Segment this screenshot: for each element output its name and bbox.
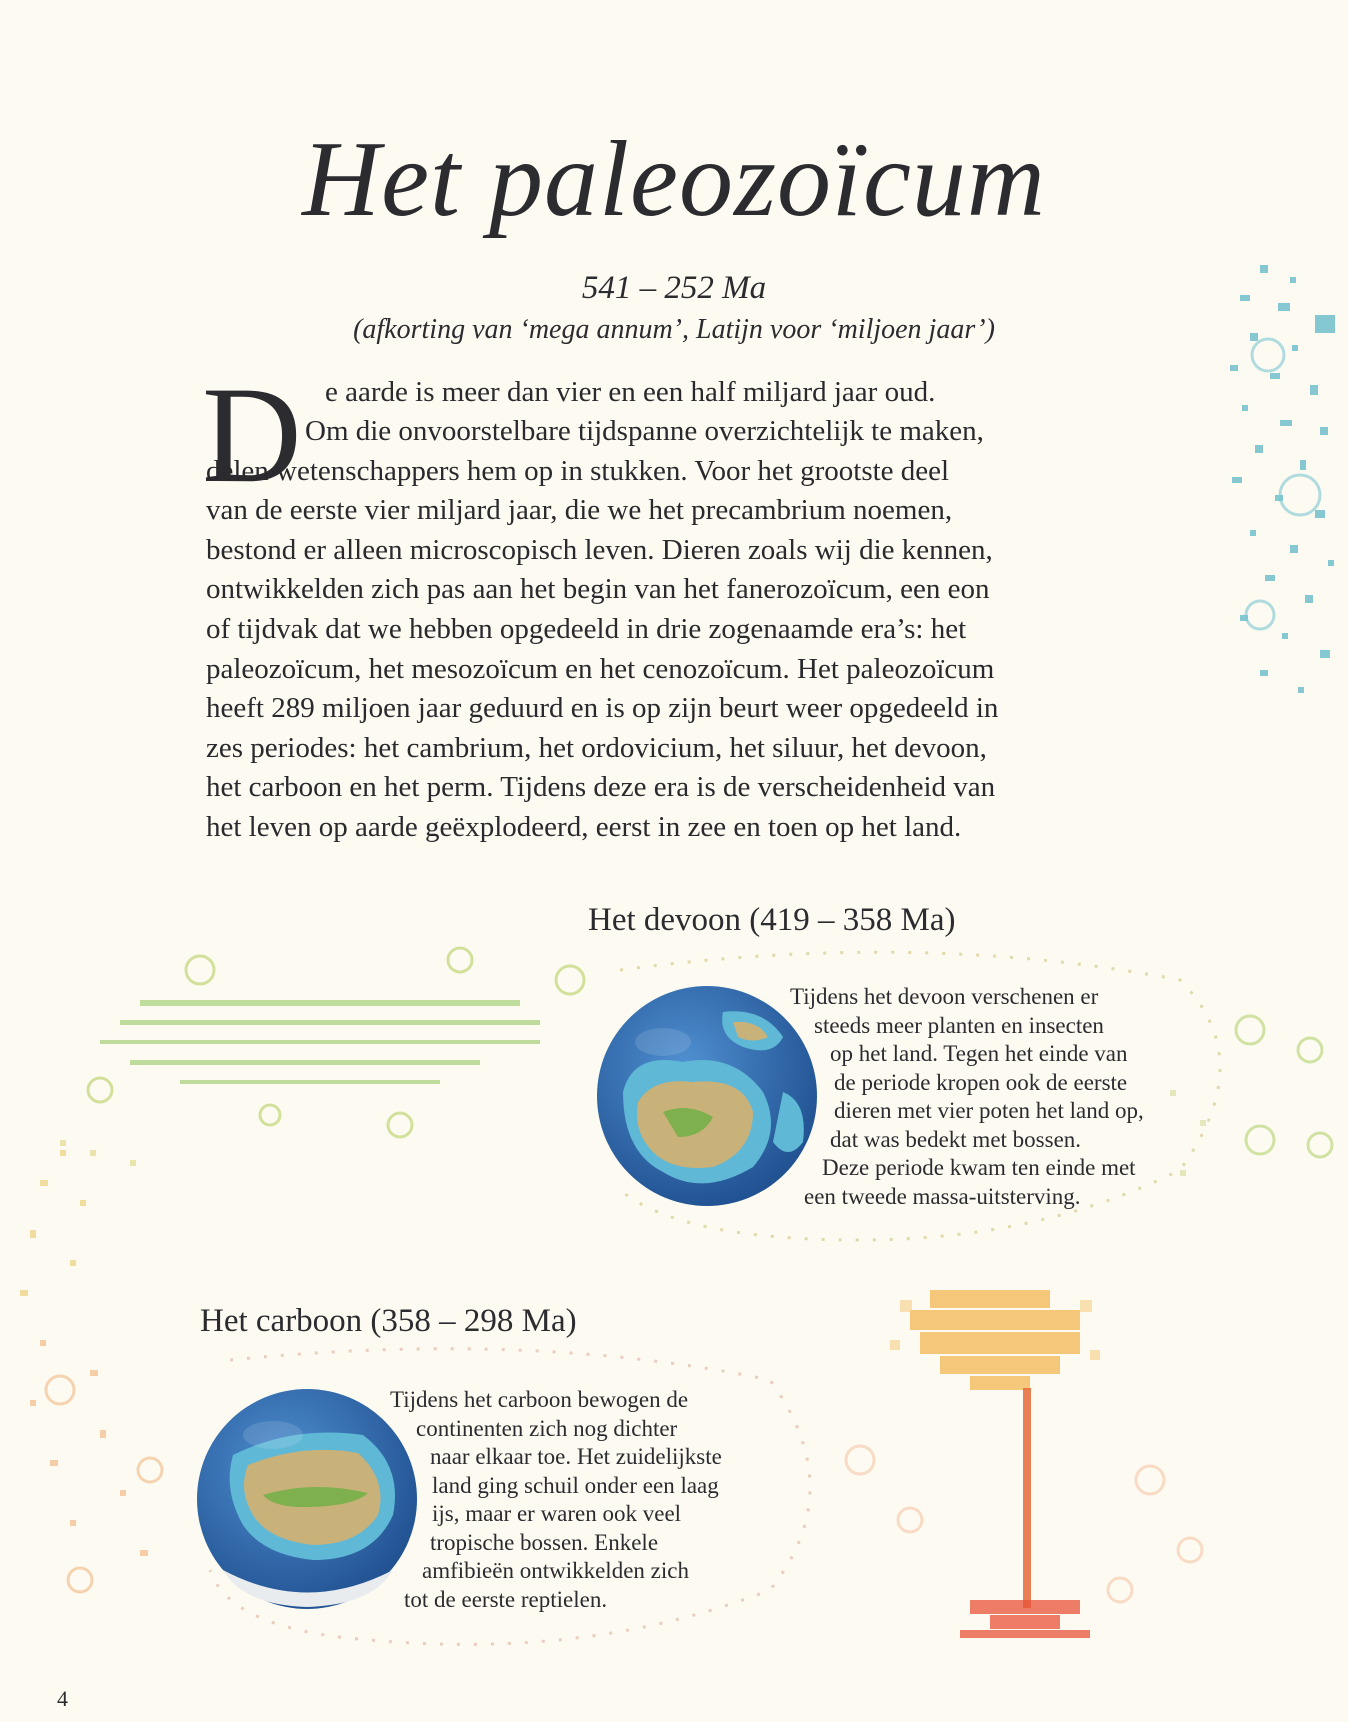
carboon-line: land ging schuil onder een laag [432,1472,719,1498]
carboon-line: naar elkaar toe. Het zuidelijkste [430,1444,722,1469]
intro-line: delen wetenschappers hem op in stukken. Voor het grootste deel [206,454,950,487]
intro-line: zes periodes: het cambrium, het ordovicium, het siluur, het devoon, [206,731,987,764]
carboon-line: Tijdens het carboon bewogen de [390,1387,689,1412]
devoon-line: steeds meer planten en insecten [814,1012,1104,1038]
intro-line: paleozoïcum, het mesozoïcum en het cenozoïcum. Het paleozoïcum [206,652,995,685]
intro-line: het leven op aarde geëxplodeerd, eerst in zee en toen op het land. [206,810,962,843]
era-dates: 541 – 252 Ma [581,270,767,306]
intro-line: van de eerste vier miljard jaar, die we het precambrium noemen, [206,494,953,527]
intro-line: heeft 289 miljoen jaar geduurd en is op zijn beurt weer opgedeeld in [206,692,999,725]
devoon-heading: Het devoon (419 – 358 Ma) [588,902,956,938]
carboon-line: tot de eerste reptielen. [404,1586,608,1612]
intro-first-line: e aarde is meer dan vier en een half miljard jaar oud. [325,376,936,408]
era-dates-note: (afkorting van ‘mega annum’, Latijn voor ‘miljoen jaar’) [353,314,995,345]
intro-line: of tijdvak dat we hebben opgedeeld in drie zogenaamde era’s: het [206,612,967,645]
intro-line: ontwikkelden zich pas aan het begin van het fanerozoïcum, een eon [206,573,990,606]
devoon-globe-illustration [593,982,821,1210]
devoon-line: Tijdens het devoon verschenen er [790,984,1099,1009]
page-number: 4 [57,1686,68,1711]
devoon-line: een tweede massa-uitsterving. [804,1183,1081,1209]
tree-decoration [820,1270,1240,1670]
green-pixel-decoration [40,940,600,1170]
carboon-heading: Het carboon (358 – 298 Ma) [200,1303,577,1339]
intro-line: het carboon en het perm. Tijdens deze era is de verscheidenheid van [206,771,996,804]
devoon-line: dieren met vier poten het land op, [834,1098,1144,1123]
carboon-line: amfibieën ontwikkelden zich [422,1558,689,1583]
devoon-line: dat was bedekt met bossen. [830,1126,1082,1152]
carboon-line: continenten zich nog dichter [416,1415,678,1441]
carboon-paragraph [390,1386,722,1614]
devoon-paragraph [790,983,1144,1211]
devoon-line: de periode kropen ook de eerste [834,1069,1128,1095]
intro-paragraph [206,412,1206,848]
devoon-line: op het land. Tegen het einde van [830,1041,1128,1066]
carboon-line: tropische bossen. Enkele [430,1529,659,1555]
devoon-line: Deze periode kwam ten einde met [822,1155,1136,1180]
drop-cap: D [202,358,302,511]
intro-line: Om die onvoorstelbare tijdspanne overzichtelijk te maken, [305,415,984,447]
intro-line: bestond er alleen microscopisch leven. Dieren zoals wij die kennen, [206,533,993,566]
carboon-globe-illustration [193,1385,421,1613]
page-title: Het paleozoïcum [302,120,1046,239]
carboon-line: ijs, maar er waren ook veel [432,1501,682,1526]
